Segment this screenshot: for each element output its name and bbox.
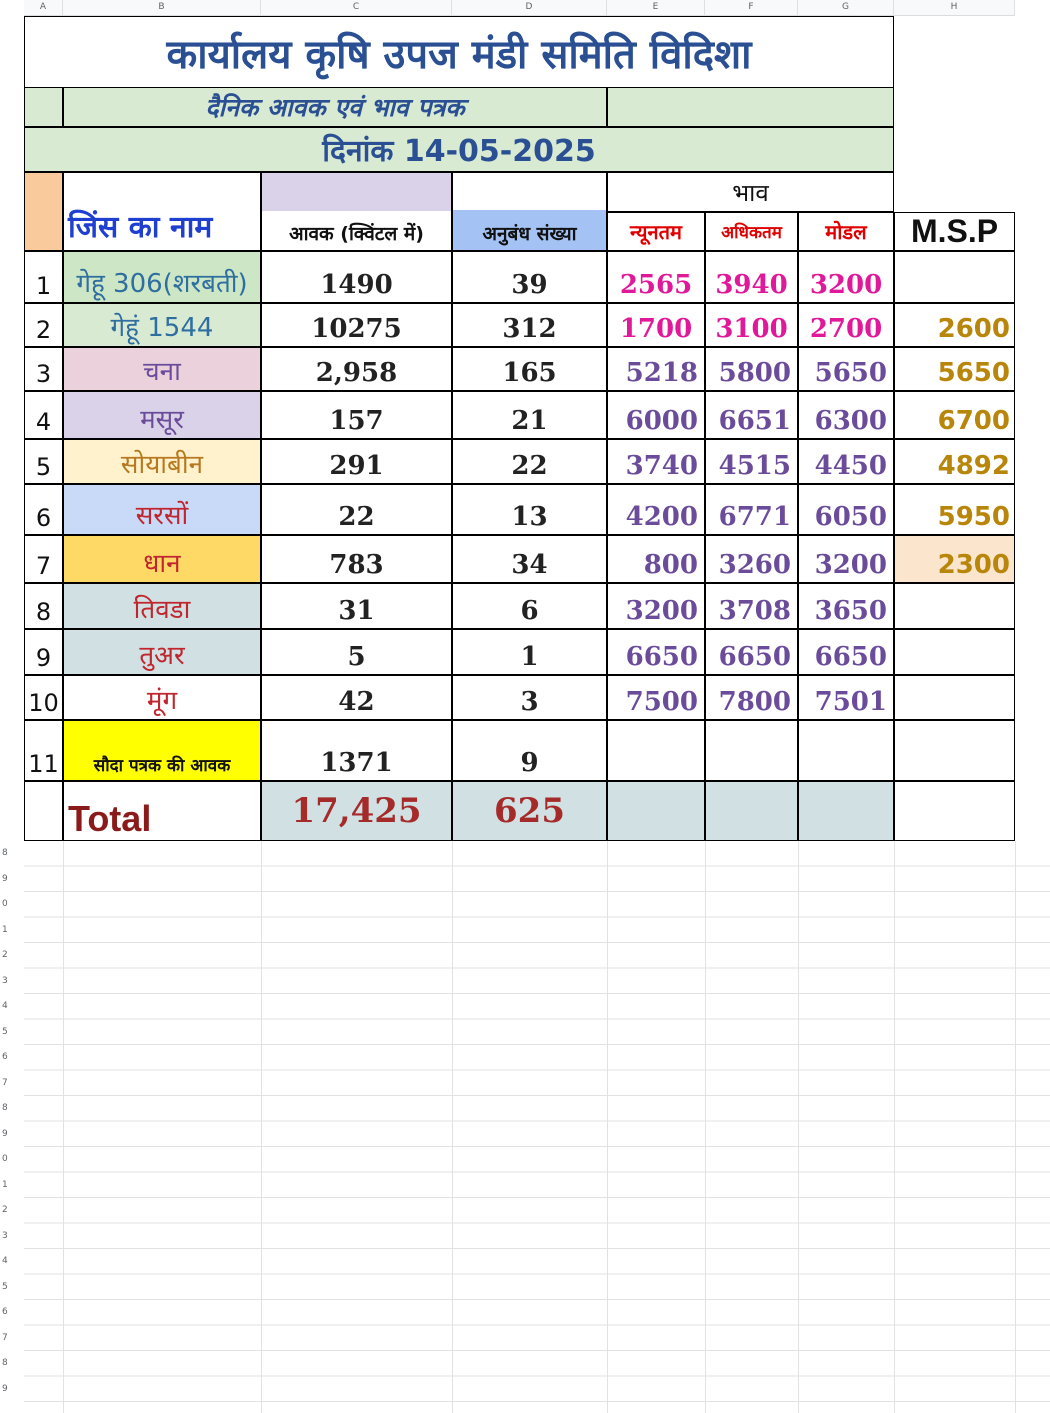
row-10-arrival-cell[interactable] (261, 675, 452, 720)
row-7-msp-cell[interactable] (894, 535, 1015, 583)
row-contracts: 22 (511, 451, 548, 481)
row-4-modal-cell[interactable] (798, 391, 894, 439)
row-modal: 3650 (814, 596, 887, 626)
row-3-crop-cell[interactable] (63, 347, 261, 391)
header-min-cell[interactable] (607, 212, 705, 251)
total-max-cell[interactable] (705, 781, 798, 841)
row-6-modal-cell[interactable] (798, 484, 894, 535)
row-idx: 9 (35, 644, 52, 672)
column-header-f[interactable]: F (705, 0, 798, 16)
row-crop: सरसों (135, 501, 189, 531)
row-10-crop-cell[interactable] (63, 675, 261, 720)
row-contracts: 312 (502, 314, 557, 344)
row-8-contracts-cell[interactable] (452, 583, 607, 629)
row-7-modal-cell[interactable] (798, 535, 894, 583)
row-header[interactable]: 2 (2, 950, 8, 960)
row-header[interactable]: 8 (2, 848, 8, 858)
row-9-contracts-cell[interactable] (452, 629, 607, 675)
row-modal: 3200 (809, 270, 883, 300)
row-header[interactable]: 3 (2, 1230, 8, 1241)
row-min: 800 (643, 550, 698, 580)
row-max: 6650 (718, 642, 791, 672)
sauda-crop-cell[interactable] (63, 720, 261, 781)
date-cell[interactable] (24, 127, 894, 172)
row-msp: 2300 (937, 550, 1010, 580)
sauda-arrival-cell[interactable] (261, 720, 452, 781)
row-2-idx-cell[interactable] (24, 303, 63, 347)
row-min: 3740 (625, 451, 698, 481)
empty-grid[interactable] (24, 841, 1050, 1413)
row-msp: 5950 (937, 502, 1010, 532)
header-arrival-cell[interactable] (261, 172, 452, 251)
row-5-arrival-cell[interactable] (261, 439, 452, 484)
row-10-modal-cell[interactable] (798, 675, 894, 720)
row-arrival: 31 (338, 596, 375, 626)
subtitle-row-a[interactable] (24, 87, 63, 127)
row-6-min-cell[interactable] (607, 484, 705, 535)
row-modal: 2700 (809, 314, 883, 344)
row-1-msp-cell[interactable] (894, 251, 1015, 303)
row-8-max-cell[interactable] (705, 583, 798, 629)
row-contracts: 3 (520, 687, 539, 717)
row-modal: 6050 (814, 502, 887, 532)
column-header-b[interactable]: B (63, 0, 261, 16)
total-label-cell[interactable] (63, 781, 261, 841)
row-9-crop-cell[interactable] (63, 629, 261, 675)
row-header[interactable]: 8 (2, 1103, 8, 1113)
total-min-cell[interactable] (607, 781, 705, 841)
row-crop: धान (143, 549, 181, 579)
row-1-idx-cell[interactable] (24, 251, 63, 303)
row-9-msp-cell[interactable] (894, 629, 1015, 675)
grid-line (1015, 841, 1016, 1413)
row-6-contracts-cell[interactable] (452, 484, 607, 535)
total-arrival: 17,425 (291, 791, 422, 831)
total-contracts: 625 (494, 791, 565, 831)
subtitle-text: दैनिक आवक एवं भाव पत्रक (205, 93, 465, 122)
header-crop: जिंस का नाम (68, 210, 213, 245)
row-3-arrival-cell[interactable] (261, 347, 452, 391)
grid-line (705, 841, 706, 1413)
total-label: Total (68, 798, 152, 839)
row-1-max-cell[interactable] (705, 251, 798, 303)
row-arrival: 291 (329, 451, 384, 481)
office-title[interactable] (24, 16, 894, 87)
subtitle-cell[interactable] (63, 87, 607, 127)
header-msp-cell[interactable] (894, 212, 1015, 251)
row-idx: 8 (35, 598, 52, 626)
row-4-min-cell[interactable] (607, 391, 705, 439)
office-title-text: कार्यालय कृषि उपज मंडी समिति विदिशा (166, 31, 752, 78)
header-modal: मोडल (825, 220, 867, 244)
row-contracts: 165 (502, 358, 557, 388)
row-modal: 3200 (814, 550, 887, 580)
row-9-max-cell[interactable] (705, 629, 798, 675)
row-modal: 7501 (814, 687, 887, 717)
row-6-msp-cell[interactable] (894, 484, 1015, 535)
row-arrival: 22 (338, 502, 375, 532)
row-header[interactable]: 6 (2, 1052, 8, 1062)
row-header[interactable]: 1 (2, 1179, 8, 1190)
row-max: 5800 (718, 358, 791, 388)
column-header-h[interactable]: H (894, 0, 1015, 16)
row-2-crop-cell[interactable] (63, 303, 261, 347)
total-modal-cell[interactable] (798, 781, 894, 841)
row-2-arrival-cell[interactable] (261, 303, 452, 347)
row-msp: 6700 (937, 406, 1010, 436)
row-header[interactable]: 3 (2, 975, 8, 986)
row-4-contracts-cell[interactable] (452, 391, 607, 439)
row-1-contracts-cell[interactable] (452, 251, 607, 303)
column-header-e[interactable]: E (607, 0, 705, 16)
row-10-min-cell[interactable] (607, 675, 705, 720)
row-crop: गेहूं 1544 (110, 313, 214, 343)
sauda-min-cell[interactable] (607, 720, 705, 781)
row-idx: 3 (35, 360, 52, 388)
row-min: 7500 (625, 687, 698, 717)
total-arrival-cell[interactable] (261, 781, 452, 841)
header-arrival: आवक (क्विंटल में) (289, 223, 424, 245)
grid-line (63, 841, 64, 1413)
grid-line (798, 841, 799, 1413)
row-6-crop-cell[interactable] (63, 484, 261, 535)
row-10-max-cell[interactable] (705, 675, 798, 720)
row-min: 5218 (625, 358, 698, 388)
row-max: 3940 (715, 270, 788, 300)
row-2-contracts-cell[interactable] (452, 303, 607, 347)
row-header[interactable]: 2 (2, 1205, 8, 1215)
row-min: 4200 (625, 502, 698, 532)
row-7-min-cell[interactable] (607, 535, 705, 583)
row-4-arrival-cell[interactable] (261, 391, 452, 439)
row-7-contracts-cell[interactable] (452, 535, 607, 583)
row-idx: 5 (35, 453, 52, 481)
row-msp: 2600 (937, 314, 1010, 344)
row-crop: सोयाबीन (120, 450, 204, 480)
row-header[interactable]: 4 (2, 1001, 8, 1011)
sauda-contracts: 9 (520, 748, 539, 778)
row-arrival: 42 (338, 687, 375, 717)
row-3-modal-cell[interactable] (798, 347, 894, 391)
header-msp: M.S.P (910, 213, 999, 249)
row-6-max-cell[interactable] (705, 484, 798, 535)
row-8-msp-cell[interactable] (894, 583, 1015, 629)
row-max: 6651 (718, 406, 791, 436)
row-min: 6000 (625, 406, 698, 436)
date-text: दिनांक 14-05-2025 (322, 134, 596, 169)
header-arrival-shade (262, 173, 451, 211)
row-contracts: 21 (511, 406, 548, 436)
header-crop-cell[interactable] (63, 172, 261, 251)
row-header[interactable]: 9 (2, 873, 8, 884)
row-arrival: 5 (347, 642, 366, 672)
row-modal: 4450 (814, 451, 887, 481)
row-1-crop-cell[interactable] (63, 251, 261, 303)
row-1-min-cell[interactable] (607, 251, 705, 303)
row-header[interactable]: 8 (2, 1358, 8, 1368)
row-max: 7800 (718, 687, 791, 717)
row-arrival: 10275 (311, 314, 402, 344)
header-max: अधिकतम (721, 223, 782, 243)
row-5-max-cell[interactable] (705, 439, 798, 484)
row-5-msp-cell[interactable] (894, 439, 1015, 484)
row-contracts: 1 (520, 642, 539, 672)
row-header[interactable]: 0 (2, 899, 8, 909)
row-contracts: 34 (511, 550, 548, 580)
row-5-crop-cell[interactable] (63, 439, 261, 484)
sauda-msp-cell[interactable] (894, 720, 1015, 781)
row-max: 3100 (715, 314, 788, 344)
grid-line (894, 841, 895, 1413)
row-idx: 10 (28, 689, 59, 717)
row-8-min-cell[interactable] (607, 583, 705, 629)
row-2-modal-cell[interactable] (798, 303, 894, 347)
row-min: 1700 (619, 314, 693, 344)
total-msp-cell[interactable] (894, 781, 1015, 841)
column-header-c[interactable]: C (261, 0, 452, 16)
subtitle-row-right[interactable] (607, 87, 894, 127)
header-price-group[interactable] (607, 172, 894, 212)
sauda-crop: सौदा पत्रक की आवक (93, 756, 231, 776)
row-3-max-cell[interactable] (705, 347, 798, 391)
row-idx: 6 (35, 504, 52, 532)
row-crop: गेहू 306(शरबती) (76, 269, 248, 299)
sauda-max-cell[interactable] (705, 720, 798, 781)
total-contracts-cell[interactable] (452, 781, 607, 841)
sauda-arrival: 1371 (320, 748, 393, 778)
row-2-msp-cell[interactable] (894, 303, 1015, 347)
row-2-max-cell[interactable] (705, 303, 798, 347)
row-contracts: 6 (520, 596, 539, 626)
row-arrival: 2,958 (315, 358, 398, 388)
row-header[interactable]: 0 (2, 1154, 8, 1164)
row-8-modal-cell[interactable] (798, 583, 894, 629)
row-6-arrival-cell[interactable] (261, 484, 452, 535)
row-header[interactable]: 4 (2, 1256, 8, 1266)
row-3-min-cell[interactable] (607, 347, 705, 391)
row-10-contracts-cell[interactable] (452, 675, 607, 720)
row-max: 4515 (718, 451, 791, 481)
row-header[interactable]: 9 (2, 1128, 8, 1139)
header-contracts-cell[interactable] (452, 172, 607, 251)
row-header[interactable]: 7 (2, 1077, 8, 1088)
row-min: 6650 (625, 642, 698, 672)
row-1-arrival-cell[interactable] (261, 251, 452, 303)
row-3-contracts-cell[interactable] (452, 347, 607, 391)
header-max-cell[interactable] (705, 212, 798, 251)
row-9-min-cell[interactable] (607, 629, 705, 675)
total-index-cell[interactable] (24, 781, 63, 841)
row-9-modal-cell[interactable] (798, 629, 894, 675)
row-9-arrival-cell[interactable] (261, 629, 452, 675)
row-idx: 2 (35, 316, 52, 344)
header-price-label: भाव (732, 178, 769, 207)
row-arrival: 1490 (320, 270, 393, 300)
row-crop: तुअर (139, 641, 185, 671)
row-4-idx-cell[interactable] (24, 391, 63, 439)
row-8-idx-cell[interactable] (24, 583, 63, 629)
row-idx: 1 (35, 272, 52, 300)
row-5-modal-cell[interactable] (798, 439, 894, 484)
row-min: 2565 (619, 270, 693, 300)
grid-line (261, 841, 262, 1413)
row-2-min-cell[interactable] (607, 303, 705, 347)
row-10-msp-cell[interactable] (894, 675, 1015, 720)
row-arrival: 157 (329, 406, 384, 436)
row-4-max-cell[interactable] (705, 391, 798, 439)
row-idx: 7 (35, 552, 52, 580)
row-5-min-cell[interactable] (607, 439, 705, 484)
row-max: 3708 (718, 596, 791, 626)
grid-line (607, 841, 608, 1413)
row-header[interactable]: 5 (2, 1281, 8, 1292)
row-7-arrival-cell[interactable] (261, 535, 452, 583)
row-5-idx-cell[interactable] (24, 439, 63, 484)
row-1-modal-cell[interactable] (798, 251, 894, 303)
row-idx: 4 (35, 408, 52, 436)
header-contracts: अनुबंध संख्या (482, 223, 577, 245)
row-max: 6771 (718, 502, 791, 532)
row-header[interactable]: 7 (2, 1332, 8, 1343)
column-header-d[interactable]: D (452, 0, 607, 16)
row-8-crop-cell[interactable] (63, 583, 261, 629)
row-6-idx-cell[interactable] (24, 484, 63, 535)
row-4-msp-cell[interactable] (894, 391, 1015, 439)
header-min: न्यूनतम (630, 220, 682, 244)
row-header[interactable]: 9 (2, 1383, 8, 1394)
row-modal: 6300 (814, 406, 887, 436)
sauda-index-text: 11 (28, 750, 59, 778)
row-7-idx-cell[interactable] (24, 535, 63, 583)
row-msp: 5650 (937, 358, 1010, 388)
sauda-contracts-cell[interactable] (452, 720, 607, 781)
column-header-a[interactable]: A (24, 0, 63, 16)
sauda-modal-cell[interactable] (798, 720, 894, 781)
row-3-idx-cell[interactable] (24, 347, 63, 391)
row-modal: 5650 (814, 358, 887, 388)
row-9-idx-cell[interactable] (24, 629, 63, 675)
row-crop: मसूर (140, 405, 184, 435)
row-header[interactable]: 6 (2, 1307, 8, 1317)
header-index-cell[interactable] (24, 172, 63, 251)
row-crop: तिवडा (133, 595, 191, 625)
row-7-max-cell[interactable] (705, 535, 798, 583)
row-header[interactable]: 5 (2, 1026, 8, 1037)
row-modal: 6650 (814, 642, 887, 672)
row-3-msp-cell[interactable] (894, 347, 1015, 391)
row-contracts: 13 (511, 502, 548, 532)
row-4-crop-cell[interactable] (63, 391, 261, 439)
row-arrival: 783 (329, 550, 384, 580)
grid-line (452, 841, 453, 1413)
row-5-contracts-cell[interactable] (452, 439, 607, 484)
row-crop: मूंग (146, 686, 178, 716)
row-7-crop-cell[interactable] (63, 535, 261, 583)
header-modal-cell[interactable] (798, 212, 894, 251)
row-contracts: 39 (511, 270, 548, 300)
row-max: 3260 (718, 550, 791, 580)
row-min: 3200 (625, 596, 698, 626)
sauda-index[interactable] (24, 720, 63, 781)
row-msp: 4892 (937, 451, 1010, 481)
row-header[interactable]: 1 (2, 924, 8, 935)
column-header-g[interactable]: G (798, 0, 894, 16)
row-8-arrival-cell[interactable] (261, 583, 452, 629)
row-crop: चना (143, 357, 181, 387)
row-10-idx-cell[interactable] (24, 675, 63, 720)
